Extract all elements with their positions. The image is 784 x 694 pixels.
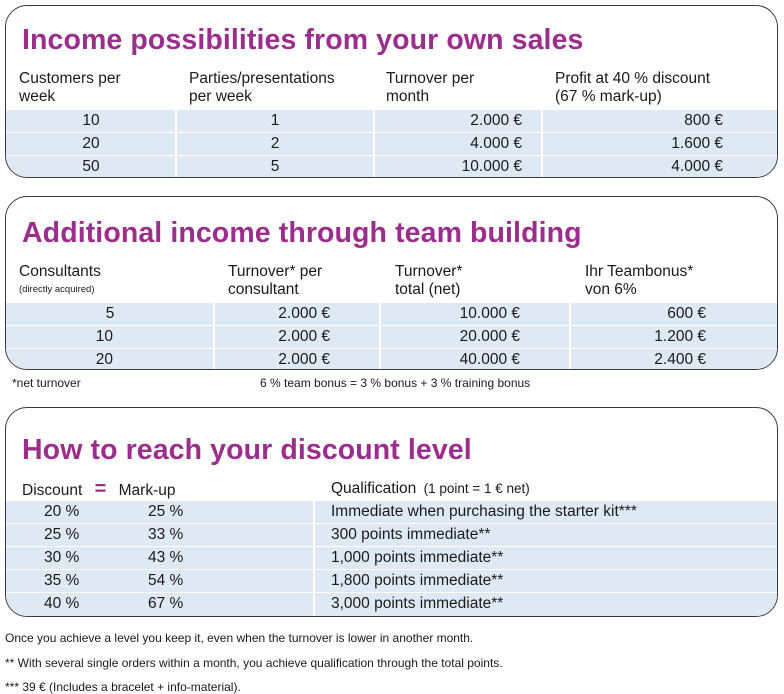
cell: 2.000 € <box>278 328 330 345</box>
table-row <box>6 593 777 616</box>
header-profit: Profit at 40 % discount (67 % mark-up) <box>542 66 778 110</box>
discount-panel <box>5 407 778 617</box>
cell: 50 <box>82 158 100 175</box>
cell: 33 % <box>148 526 184 543</box>
cell: 10 <box>82 112 100 129</box>
cell: 3,000 points immediate** <box>331 595 504 612</box>
table-row <box>6 349 777 370</box>
cell: 30 % <box>44 549 80 566</box>
cell: 2.000 € <box>470 112 522 129</box>
header-discount <box>6 476 314 500</box>
cell: 4.000 € <box>470 135 522 152</box>
table-row <box>6 547 777 569</box>
column-divider <box>373 66 375 178</box>
sales-title: Income possibilities from your own sales <box>22 24 584 56</box>
discount-table <box>6 476 777 617</box>
cell: 600 € <box>667 305 706 322</box>
header-teambonus: Ihr Teambonus* von 6% <box>570 259 778 303</box>
cell: 35 % <box>44 572 80 589</box>
cell: 20 <box>82 135 100 152</box>
table-row <box>6 326 777 348</box>
header-turnover-total: Turnover* total (net) <box>380 259 570 303</box>
cell: 4.000 € <box>671 158 723 175</box>
cell: 1.200 € <box>654 328 706 345</box>
discount-title: How to reach your discount level <box>22 434 472 466</box>
table-header-row <box>6 66 777 110</box>
markup-label: Mark-up <box>118 482 176 499</box>
cell: 20 % <box>44 503 80 520</box>
table-row <box>6 570 777 592</box>
table-row <box>6 524 777 546</box>
header-turnover-per-consultant: Turnover* per consultant <box>214 259 380 303</box>
column-divider <box>213 259 215 370</box>
header-qualification: Qualification (1 point = 1 € net) <box>314 476 778 500</box>
header-consultants: Consultants (directly acquired) <box>6 259 214 303</box>
cell: 54 % <box>148 572 184 589</box>
header-turnover: Turnover per month <box>374 66 542 110</box>
footnote-total-points: ** With several single orders within a month, you achieve qualification through the total points. <box>5 656 503 670</box>
table-row <box>6 110 777 132</box>
cell: 1 <box>270 112 280 129</box>
team-panel <box>5 196 778 370</box>
footnote-starter-kit: *** 39 € (Includes a bracelet + info-material). <box>5 680 241 694</box>
cell: 1,800 points immediate** <box>331 572 504 589</box>
table-row <box>6 501 777 523</box>
cell: 67 % <box>148 595 184 612</box>
cell: 20 <box>95 351 113 368</box>
table-row <box>6 133 777 155</box>
cell: 2 <box>270 135 280 152</box>
cell: 25 % <box>44 526 80 543</box>
cell: 1.600 € <box>671 135 723 152</box>
column-divider <box>175 66 177 178</box>
table-header-row <box>6 259 777 303</box>
net-turnover-note: *net turnover <box>12 376 81 390</box>
cell: 10.000 € <box>459 305 520 322</box>
header-customers: Customers per week <box>6 66 176 110</box>
table-header-row <box>6 476 777 500</box>
cell: Immediate when purchasing the starter kit*** <box>331 503 637 520</box>
column-divider <box>313 476 315 617</box>
cell: 10.000 € <box>461 158 522 175</box>
cell: 2.000 € <box>278 305 330 322</box>
cell: 40 % <box>44 595 80 612</box>
table-row <box>6 156 777 178</box>
team-title: Additional income through team building <box>22 217 582 249</box>
cell: 1,000 points immediate** <box>331 549 504 566</box>
cell: 5 <box>270 158 280 175</box>
cell: 25 % <box>148 503 184 520</box>
table-row <box>6 303 777 325</box>
cell: 2.000 € <box>278 351 330 368</box>
cell: 300 points immediate** <box>331 526 491 543</box>
cell: 10 <box>95 328 113 345</box>
cell: 43 % <box>148 549 184 566</box>
cell: 2.400 € <box>654 351 706 368</box>
sales-table <box>6 66 777 178</box>
sales-panel <box>5 5 778 178</box>
cell: 5 <box>105 305 115 322</box>
team-bonus-note: 6 % team bonus = 3 % bonus + 3 % training bonus <box>260 376 531 390</box>
cell: 20.000 € <box>459 328 520 345</box>
column-divider <box>569 259 571 370</box>
footnote-keep-level: Once you achieve a level you keep it, even when the turnover is lower in another month. <box>5 631 474 645</box>
cell: 800 € <box>684 112 723 129</box>
discount-label: Discount <box>22 482 83 499</box>
column-divider <box>379 259 381 370</box>
cell: 40.000 € <box>459 351 520 368</box>
header-parties: Parties/presentations per week <box>176 66 374 110</box>
equals-sign: = <box>94 478 107 500</box>
team-table <box>6 259 777 370</box>
column-divider <box>541 66 543 178</box>
